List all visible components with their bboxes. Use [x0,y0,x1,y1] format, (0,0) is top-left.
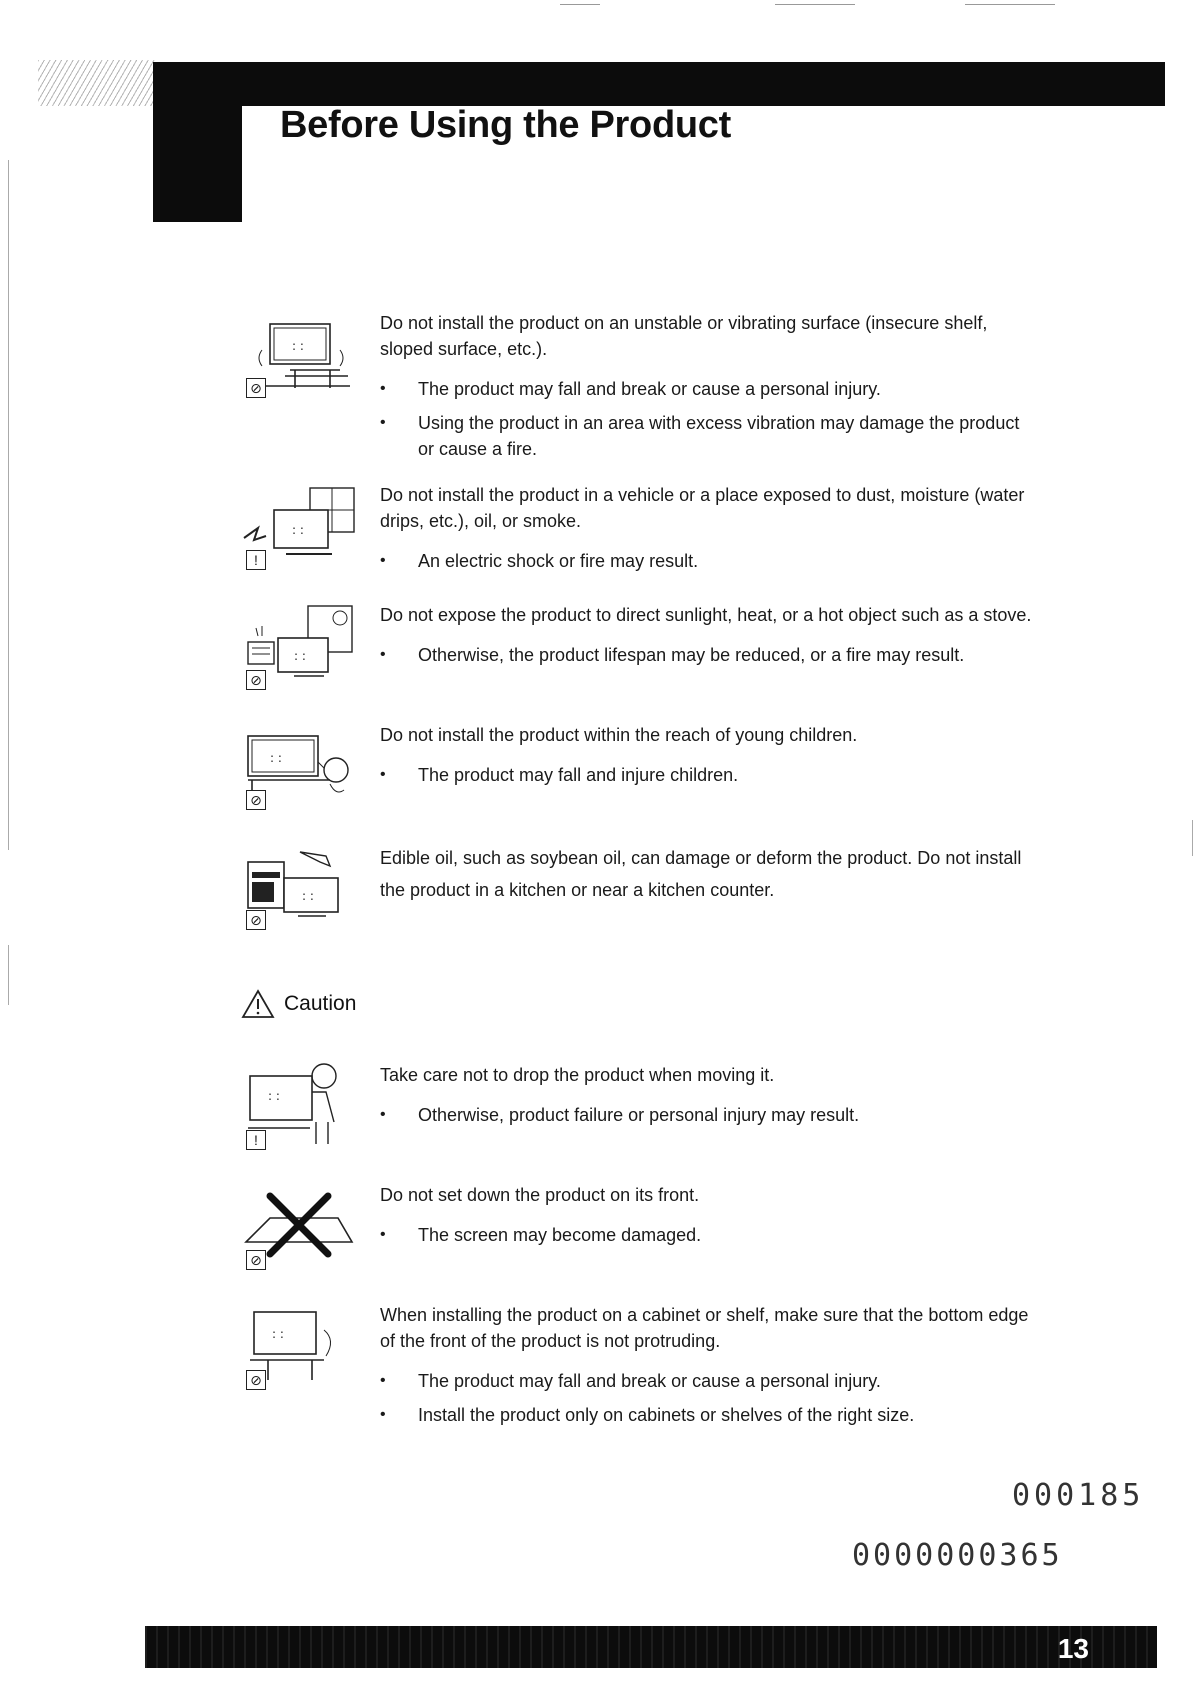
caution-bullet: • Otherwise, product failure or personal injury may result. [380,1102,1040,1128]
warning-bullet: • The product may fall and injure children. [380,762,1040,788]
caution-bullet: • The screen may become damaged. [380,1222,1040,1248]
edge-mark [1192,820,1193,856]
svg-text:: :: : : [302,889,314,903]
caution-bullet: • Install the product only on cabinets or shelves of the right size. [380,1402,1040,1428]
footer-bar [145,1626,1157,1668]
svg-text:: :: : : [292,339,304,353]
warning-text: Do not install the product in a vehicle or a place exposed to dust, moisture (water drips, etc.), oil, or smoke. [380,485,1025,531]
caution-bullet: • The product may fall and break or cause a personal injury. [380,1368,1040,1394]
scan-mark [775,4,855,5]
header-bar [153,62,1165,106]
caution-label: Caution [284,992,357,1015]
svg-text:: :: : : [270,751,282,765]
prohibition-icon: ⊘ [246,790,266,810]
prohibition-icon: ⊘ [246,1370,266,1390]
prohibition-icon: ⊘ [246,910,266,930]
warning-text: Do not install the product on an unstable or vibrating surface (insecure shelf, sloped surface, etc.). [380,313,988,359]
header-side-block [153,100,242,222]
children-reach-illustration [240,722,360,808]
prohibition-icon: ⊘ [246,1250,266,1270]
caution-text: Do not set down the product on its front. [380,1185,700,1205]
svg-text:: :: : : [292,523,304,537]
moving-product-illustration [240,1062,360,1148]
svg-text:: :: : : [272,1327,284,1341]
edge-mark [8,160,9,850]
mandatory-icon: ! [246,1130,266,1150]
warning-text: Do not install the product within the reach of young children. [380,725,858,745]
face-down-prohibited-illustration [240,1182,360,1268]
caution-text: Take care not to drop the product when moving it. [380,1065,775,1085]
header-hatch [38,60,156,106]
warning-text: Edible oil, such as soybean oil, can damage or deform the product. Do not install the product in a kitchen or near a kitchen counter. [380,848,1022,900]
warning-text: Do not expose the product to direct sunlight, heat, or a hot object such as a stove. [380,605,1032,625]
warning-bullet: • The product may fall and break or cause a personal injury. [380,376,1040,402]
handwritten-number: 000185 [1012,1478,1145,1513]
kitchen-oil-illustration [240,842,360,928]
warning-bullet: • Using the product in an area with excess vibration may damage the product or cause a fire. [380,410,1040,462]
svg-text:: :: : : [268,1089,280,1103]
warning-bullet: • Otherwise, the product lifespan may be reduced, or a fire may result. [380,642,1040,668]
scan-mark [965,4,1055,5]
svg-text:: :: : : [294,649,306,663]
page-number: 13 [1057,1633,1089,1664]
prohibition-icon: ⊘ [246,670,266,690]
warning-triangle-icon [240,988,276,1020]
stamped-number: 0000000365 [852,1538,1063,1573]
protruding-edge-illustration [240,1302,360,1388]
unstable-surface-illustration [240,310,360,396]
vehicle-dust-moisture-illustration [240,482,360,568]
caution-heading [240,988,356,1020]
warning-bullet: • An electric shock or fire may result. [380,548,1040,574]
sunlight-heat-illustration [240,602,360,688]
prohibition-icon: ⊘ [246,378,266,398]
edge-mark [8,945,9,1005]
caution-text: When installing the product on a cabinet or shelf, make sure that the bottom edge of the front of the product is not protruding. [380,1305,1029,1351]
page-title: Before Using the Product [280,104,731,146]
mandatory-icon: ! [246,550,266,570]
scan-mark [560,4,600,5]
